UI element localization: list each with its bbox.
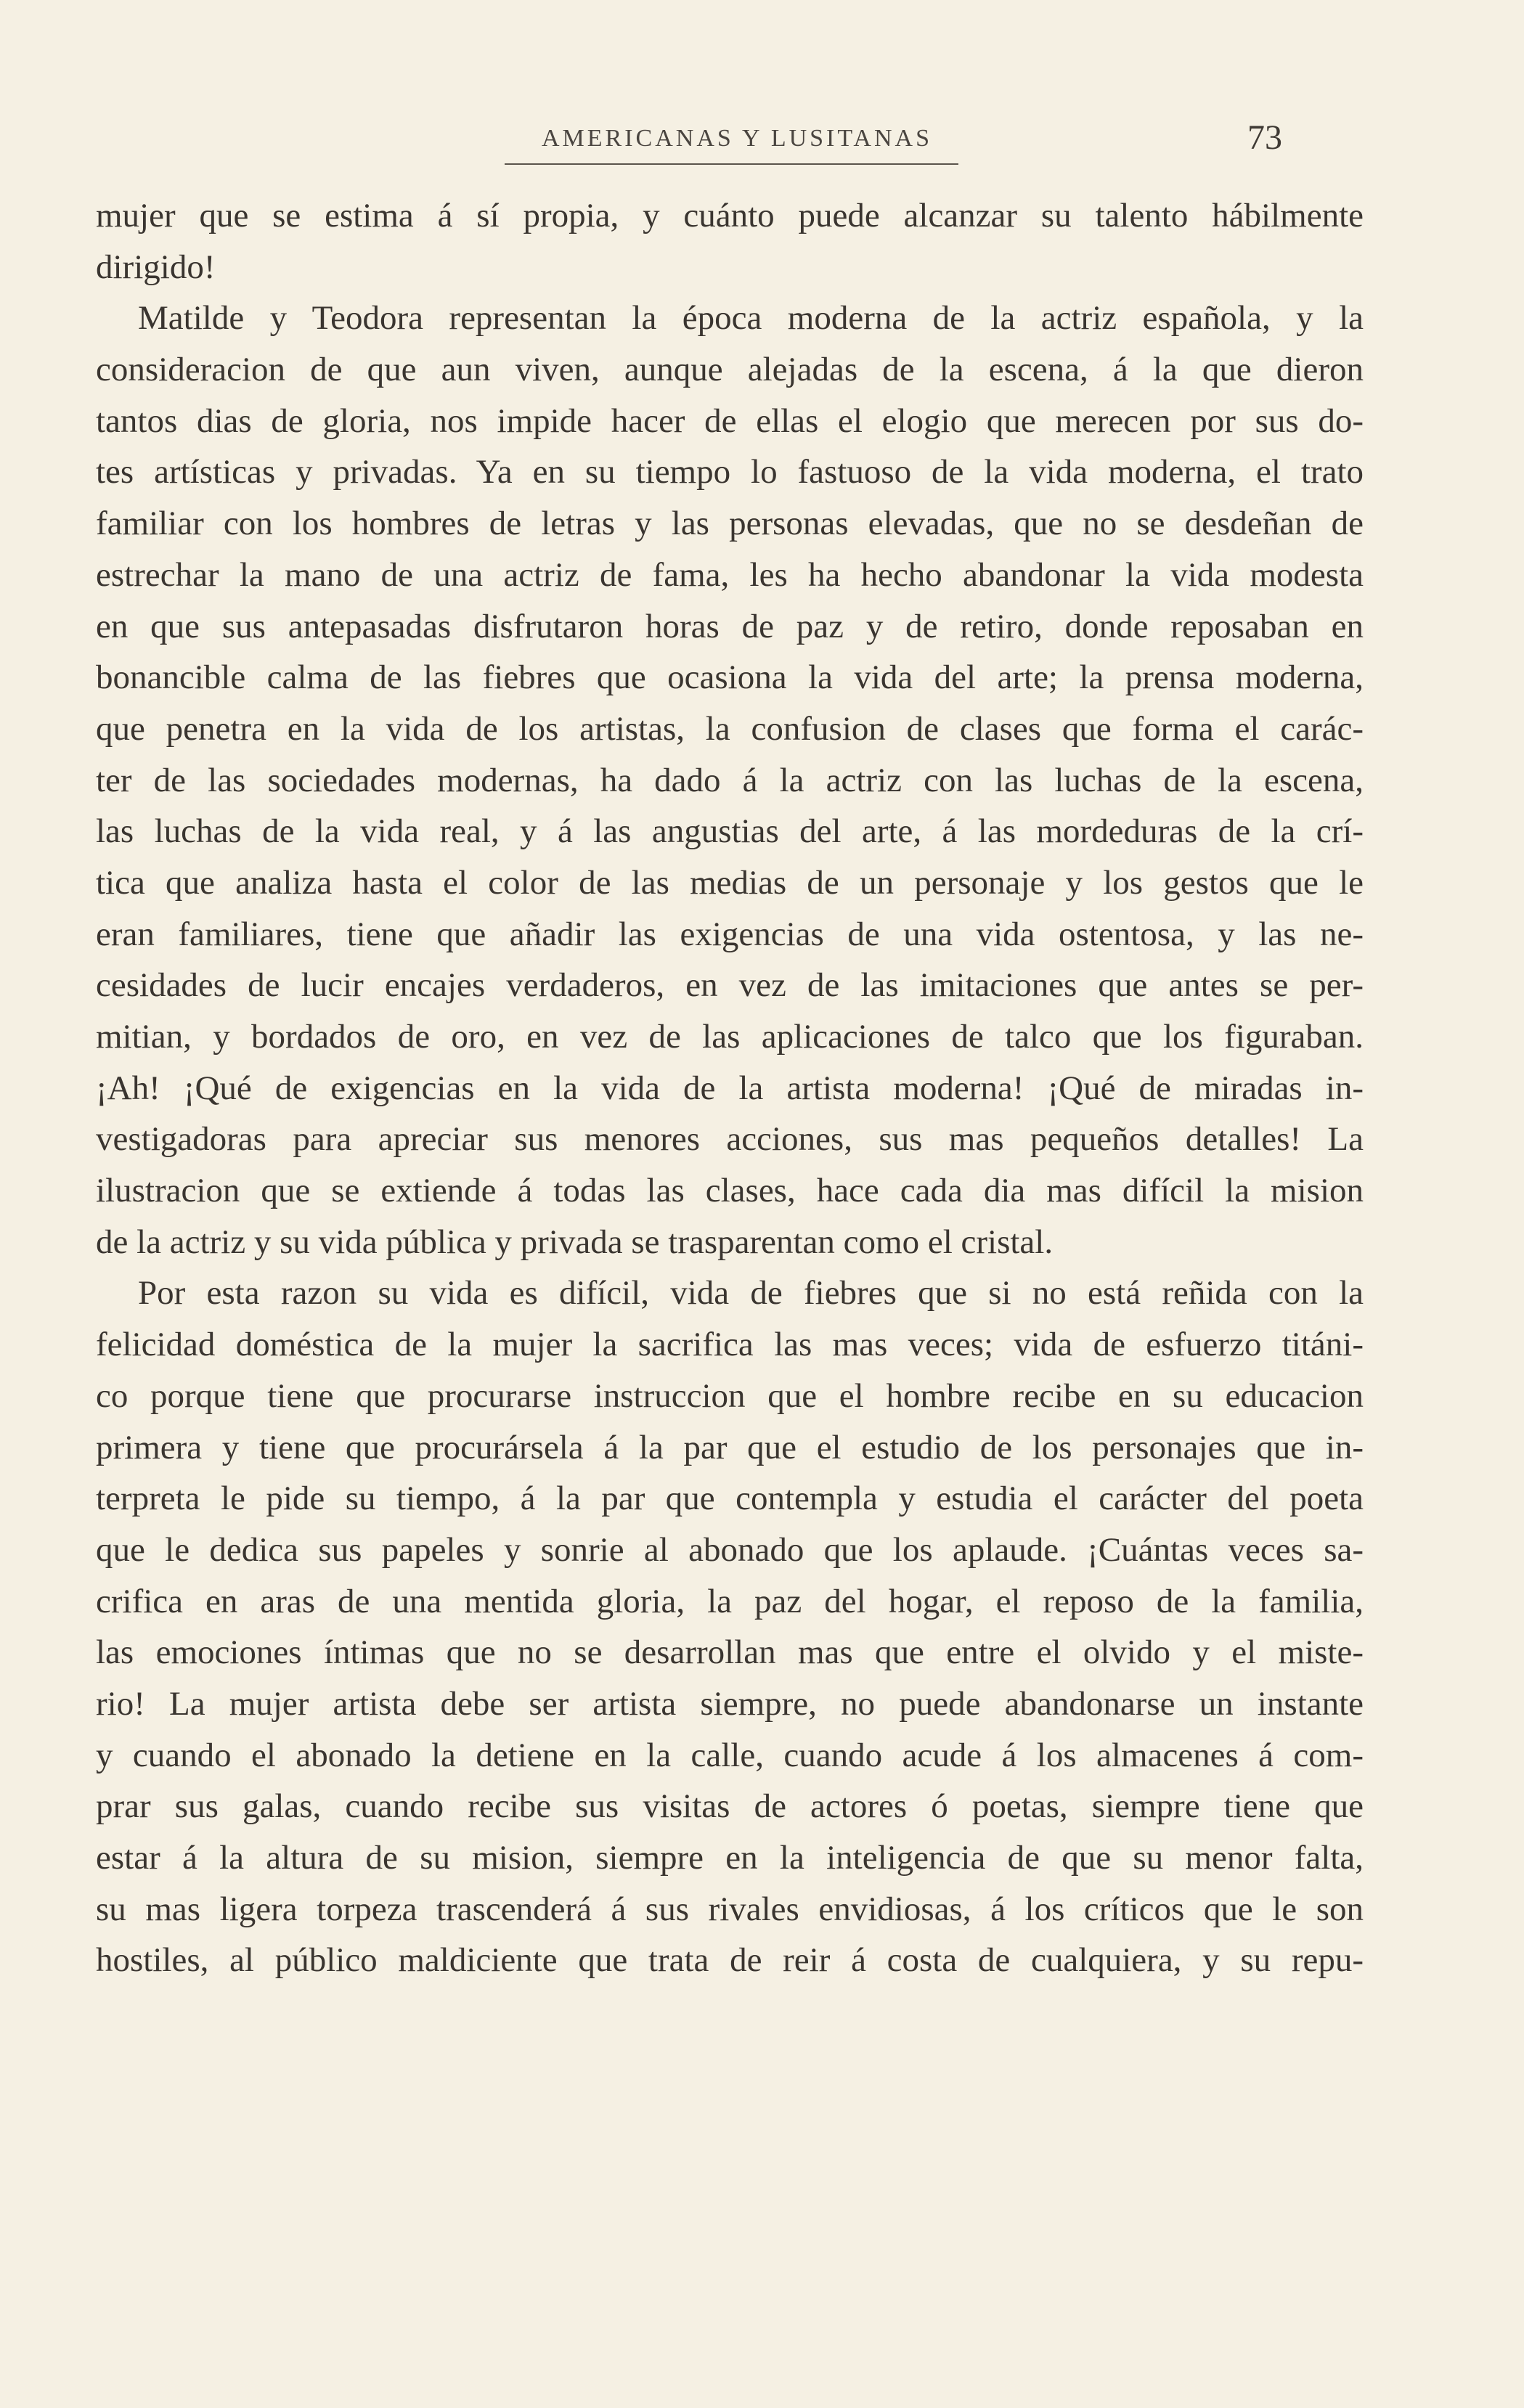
text-line: hostiles, al público maldiciente que trata de reir á costa de cualquiera, y su repu- [96, 1941, 1364, 1980]
text-line: co porque tiene que procurarse instruccion que el hombre recibe en su educacion [96, 1376, 1364, 1415]
text-line: mujer que se estima á sí propia, y cuánto puede alcanzar su talento hábilmente [96, 197, 1364, 234]
text-line: prar sus galas, cuando recibe sus visitas de actores ó poetas, siempre tiene que [96, 1787, 1364, 1826]
text-line: rio! La mujer artista debe ser artista siempre, no puede abandonarse un instante [96, 1684, 1364, 1723]
text-line: en que sus antepasadas disfrutaron horas de paz y de retiro, donde reposaban en [96, 607, 1364, 645]
text-line: bonancible calma de las fiebres que ocasiona la vida del arte; la prensa moderna, [96, 658, 1364, 697]
text-line: que le dedica sus papeles y sonrie al abonado que los aplaude. ¡Cuántas veces sa- [96, 1530, 1364, 1569]
text-line: terpreta le pide su tiempo, á la par que contempla y estudia el carácter del poeta [96, 1480, 1364, 1518]
text-line: crifica en aras de una mentida gloria, la paz del hogar, el reposo de la familia, [96, 1582, 1364, 1620]
text-line: que penetra en la vida de los artistas, la confusion de clases que forma el carác- [96, 709, 1364, 748]
text-line: tica que analiza hasta el color de las medias de un personaje y los gestos que le [96, 863, 1364, 902]
text-line: su mas ligera torpeza trascenderá á sus rivales envidiosas, á los críticos que le son [96, 1890, 1364, 1928]
text-line: estrechar la mano de una actriz de fama, les ha hecho abandonar la vida modesta [96, 555, 1364, 594]
text-line: felicidad doméstica de la mujer la sacrifica las mas veces; vida de esfuerzo titáni- [96, 1326, 1364, 1364]
text-line: Por esta razon su vida es difícil, vida de fiebres que si no está reñida con la [138, 1274, 1364, 1313]
text-line: eran familiares, tiene que añadir las exigencias de una vida ostentosa, y las ne- [96, 915, 1364, 953]
text-line: ter de las sociedades modernas, ha dado á la actriz con las luchas de la escena, [96, 761, 1364, 799]
body-text [96, 190, 1364, 1986]
text-line: Matilde y Teodora representan la época moderna de la actriz española, y la [138, 299, 1364, 338]
text-line: estar á la altura de su mision, siempre en la inteligencia de que su menor falta, [96, 1839, 1364, 1877]
text-line: vestigadoras para apreciar sus menores acciones, sus mas pequeños detalles! La [96, 1120, 1364, 1159]
text-line: primera y tiene que procurársela á la par que el estudio de los personajes que in- [96, 1428, 1364, 1466]
text-line: y cuando el abonado la detiene en la calle, cuando acude á los almacenes á com- [96, 1736, 1364, 1774]
page-number: 73 [1247, 118, 1282, 157]
text-line: tantos dias de gloria, nos impide hacer de ellas el elogio que merecen por sus do- [96, 401, 1364, 440]
text-line: las emociones íntimas que no se desarrollan mas que entre el olvido y el miste- [96, 1633, 1364, 1672]
header-rule [505, 163, 958, 165]
text-line: cesidades de lucir encajes verdaderos, en vez de las imitaciones que antes se per- [96, 966, 1364, 1005]
text-line: mitian, y bordados de oro, en vez de las aplicaciones de talco que los figuraban. [96, 1018, 1364, 1056]
text-line: dirigido! [96, 248, 216, 286]
text-line: consideracion de que aun viven, aunque alejadas de la escena, á la que dieron [96, 351, 1364, 389]
text-line: tes artísticas y privadas. Ya en su tiempo lo fastuoso de la vida moderna, el trato [96, 453, 1364, 491]
text-line: ilustracion que se extiende á todas las clases, hace cada dia mas difícil la mision [96, 1172, 1364, 1210]
text-line: familiar con los hombres de letras y las personas elevadas, que no se desdeñan de [96, 505, 1364, 543]
running-title: AMERICANAS Y LUSITANAS [541, 125, 932, 152]
text-line: las luchas de la vida real, y á las angustias del arte, á las mordeduras de la crí- [96, 812, 1364, 851]
text-line: de la actriz y su vida pública y privada se trasparentan como el cristal. [96, 1223, 1054, 1261]
text-line: ¡Ah! ¡Qué de exigencias en la vida de la artista moderna! ¡Qué de miradas in- [96, 1069, 1364, 1107]
